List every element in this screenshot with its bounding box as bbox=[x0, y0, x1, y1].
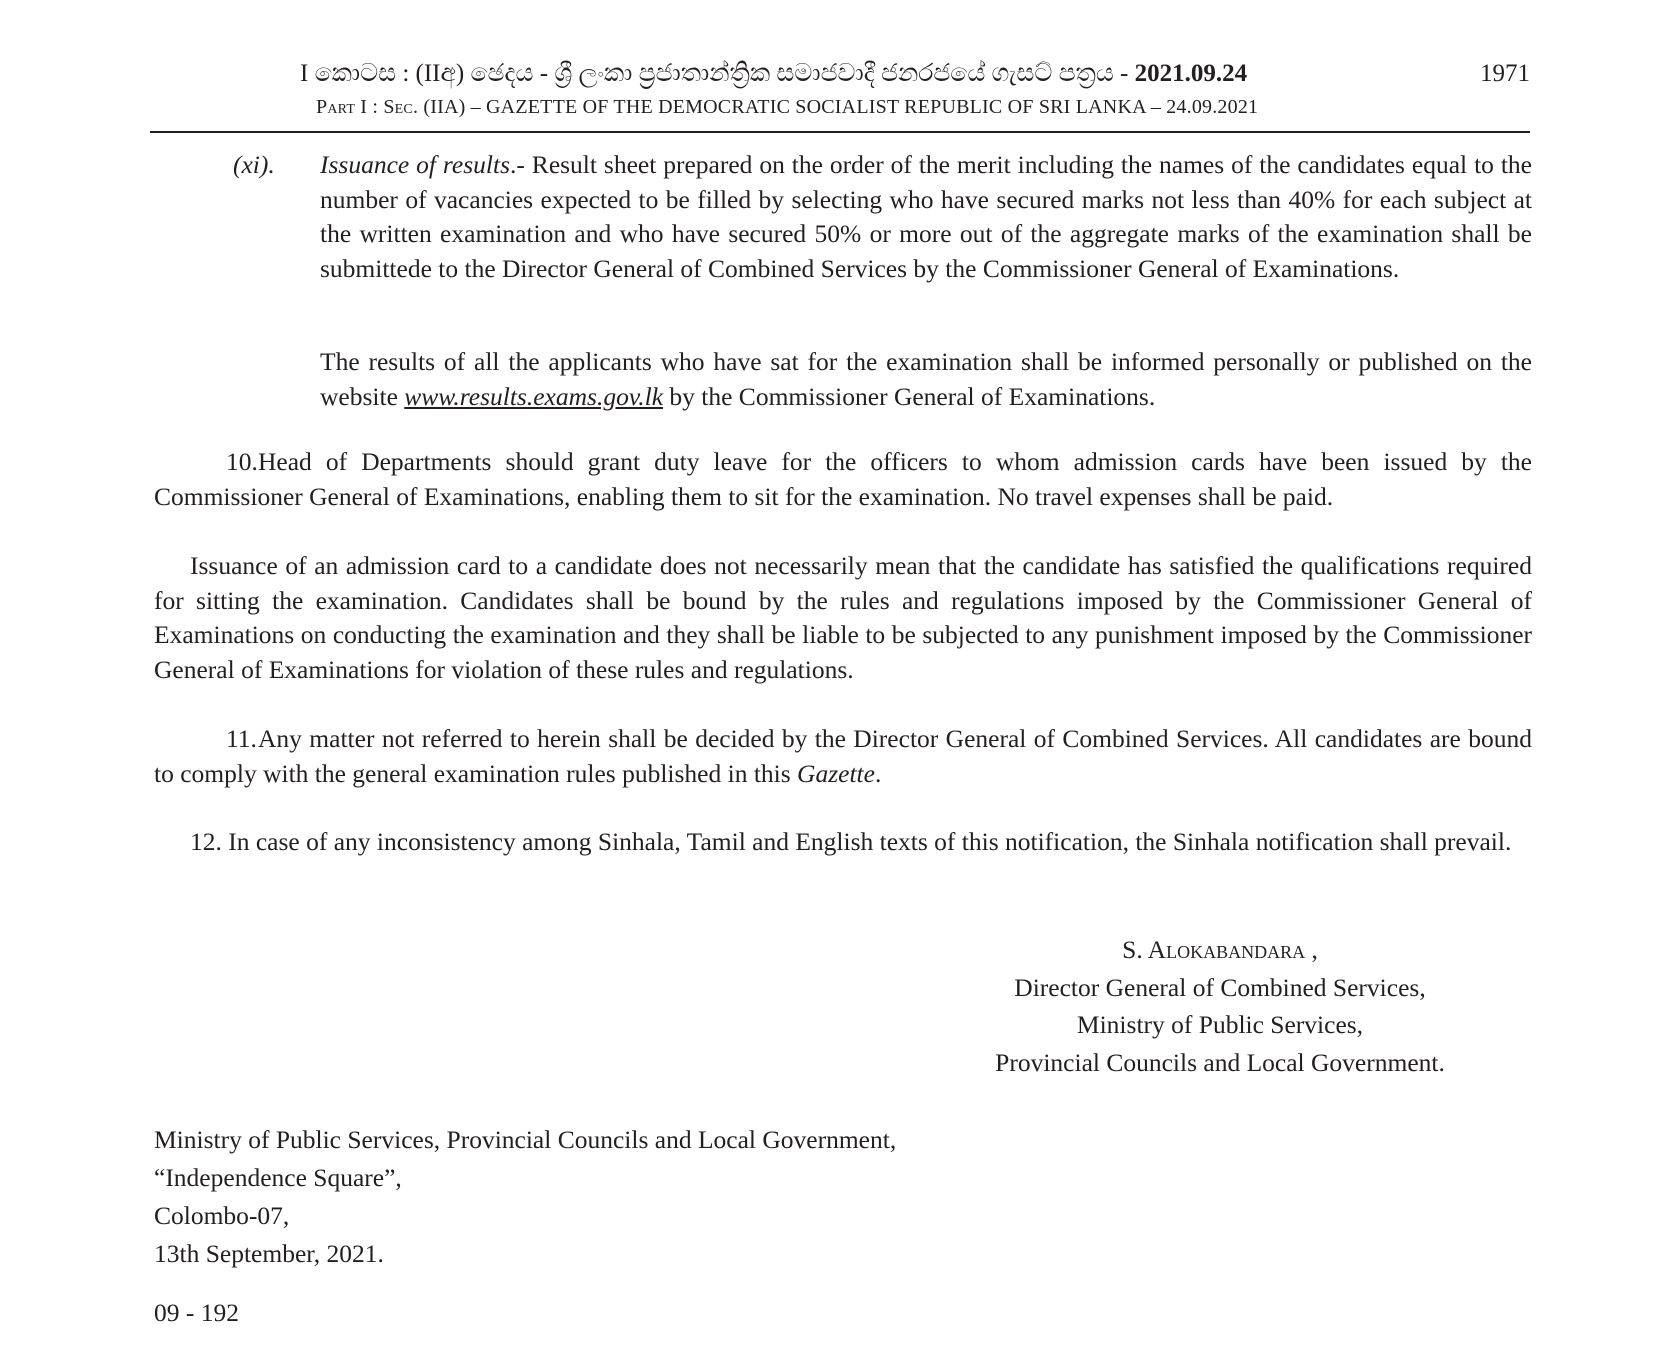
paragraph-11-text-end: . bbox=[874, 758, 882, 788]
header-sinhala-line bbox=[300, 58, 1530, 90]
paragraph-12 bbox=[154, 825, 1532, 860]
header-divider bbox=[150, 131, 1530, 133]
admission-card-text: Issuance of an admission card to a candidate does not necessarily mean that the candidate has satisfied the qualifications required for sitting the examination. Candidates shall be bound by the rules and regulations imposed by the Commissioner General of Examinations on conducting the examination and they shall be liable to be subjected to any punishment imposed by the Commissioner General of Examinations for violation of these rules and regulations. bbox=[154, 551, 1532, 684]
header-english-line bbox=[316, 94, 1258, 120]
paragraph-12-text: 12. In case of any inconsistency among Sinhala, Tamil and English texts of this notification, the Sinhala notification shall prevail. bbox=[190, 827, 1512, 856]
header-sinhala-text: I කොටස : (IIඅ) ඡෙදය - ශ්‍රී ලංකා ප්‍රජාතාන්ත්‍රික සමාජවාදී ජනරජයේ ගැසට් පත්‍රය - bbox=[300, 60, 1129, 87]
reference-code: 09 - 192 bbox=[154, 1298, 239, 1327]
paragraph-results-publication bbox=[320, 345, 1532, 414]
paragraph-10 bbox=[154, 445, 1532, 514]
signatory-ministry: Ministry of Public Services, bbox=[1076, 1010, 1364, 1039]
paragraph-11-text: Any matter not referred to herein shall be decided by the Director General of Combined Services. All candidates are bound to comply with the general examination rules published in this bbox=[154, 724, 1532, 788]
address-city: Colombo-07, bbox=[154, 1201, 290, 1230]
address-ministry: Ministry of Public Services, Provincial Councils and Local Government, bbox=[154, 1125, 897, 1154]
paragraph-11-number: 11. bbox=[226, 724, 257, 753]
signature-block bbox=[940, 931, 1500, 1081]
page-number: 1971 bbox=[1480, 60, 1530, 87]
paragraph-admission-card bbox=[154, 549, 1532, 687]
address-date: 13th September, 2021. bbox=[154, 1239, 384, 1268]
header-part-number: I : bbox=[360, 96, 379, 118]
address-building: “Independence Square”, bbox=[154, 1163, 402, 1192]
paragraph-10-number: 10. bbox=[226, 447, 258, 476]
signatory-title: Director General of Combined Services, bbox=[1014, 972, 1426, 1002]
signatory-ministry-cont: Provincial Councils and Local Government. bbox=[995, 1047, 1445, 1077]
results-text-after: by the Commissioner General of Examinations. bbox=[663, 381, 1156, 411]
address-block bbox=[154, 1121, 896, 1273]
results-text-before: The results of all the applicants who have sat for the examination shall be informed personally or published on the website bbox=[320, 347, 1532, 411]
signatory-name: S. Alokabandara , bbox=[1122, 935, 1318, 964]
paragraph-11-gazette: Gazette bbox=[797, 758, 875, 788]
results-website-link[interactable]: www.results.exams.gov.lk bbox=[404, 381, 664, 411]
item-number-xi: (xi). bbox=[233, 150, 275, 179]
paragraph-10-text: Head of Departments should grant duty leave for the officers to whom admission cards have been issued by the Commissioner General of Examinations, enabling them to sit for the examination. No travel expenses shall be paid. bbox=[154, 447, 1532, 511]
paragraph-11 bbox=[154, 722, 1532, 791]
header-sinhala-date: 2021.09.24 bbox=[1134, 60, 1248, 87]
issuance-heading: Issuance of results bbox=[320, 150, 510, 179]
header-sec-label: Sec. bbox=[383, 96, 419, 118]
issuance-text: .- Result sheet prepared on the order of the merit including the names of the candidates equal to the number of vacancies expected to be filled by selecting who have secured marks not less than 40% for each subject at the written examination and who have secured 50% or more out of the aggregate marks of the examination shall be submittede to the Director General of Combined Services by the Commissioner General of Examinations. bbox=[320, 150, 1532, 283]
paragraph-issuance-of-results bbox=[320, 148, 1532, 286]
header-title: (IIA) – GAZETTE OF THE DEMOCRATIC SOCIALIST REPUBLIC OF SRI LANKA – 24.09.2021 bbox=[423, 96, 1259, 118]
header-part-label: Part bbox=[316, 96, 356, 118]
